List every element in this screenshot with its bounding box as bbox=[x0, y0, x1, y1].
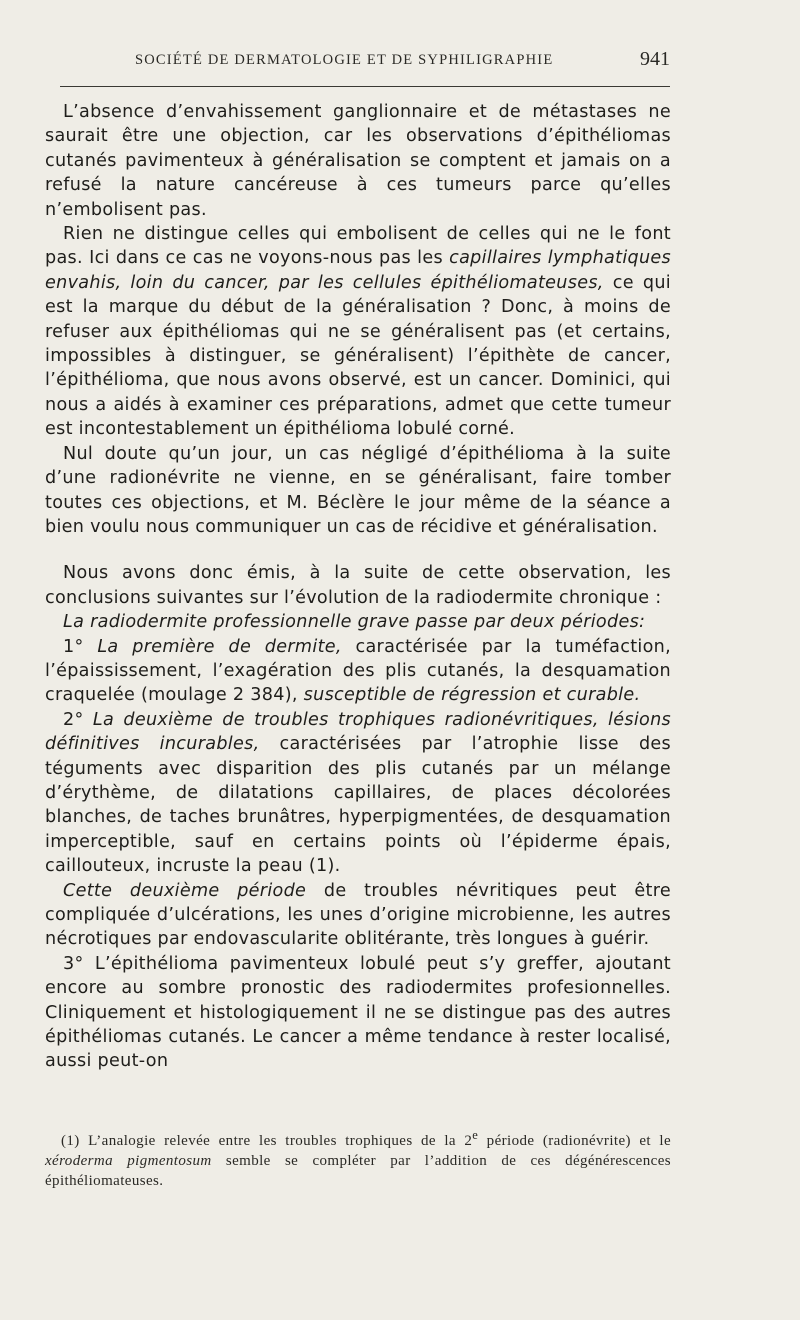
footnote-superscript: e bbox=[472, 1128, 479, 1142]
paragraph-8 bbox=[45, 879, 671, 952]
paragraph-7-italic: La deuxième de troubles trophiques radionévritiques, lésions définitives incurables, bbox=[45, 709, 672, 755]
paragraph-2-text-b: ce qui est la marque du début de la généralisation ? Donc, à moins de refuser aux épithéliomas qui ne se généralisent pas (et certains, impossibles à distinguer, se généralisent) l’épithète de cancer, l’épithélioma, que nous avons observé, est un cancer. Dominici, qui nous a aidés à examiner ces préparations, admet que cette tumeur est incontestablement un épithélioma lobulé corné. bbox=[45, 272, 671, 440]
footnote-text-a: (1) L’analogie relevée entre les troubles trophiques de la 2 bbox=[61, 1133, 473, 1149]
running-title: SOCIÉTÉ DE DERMATOLOGIE ET DE SYPHILIGRAPHIE bbox=[135, 52, 554, 68]
paragraph-1-text: L’absence d’envahissement ganglionnaire et de métastases ne saurait être une objection, car les observations d’épithéliomas cutanés pavimenteux à généralisation se comptent et jamais on a refusé la nature cancéreuse à ces tumeurs parce qu’elles n’embolisent pas. bbox=[45, 102, 671, 220]
paragraph-7-number: 2° bbox=[63, 709, 93, 730]
paragraph-6-text: caractérisée par la tuméfaction, l’épaississement, l’exagération des plis cutanés, la desquamation craquelée (moulage 2 384), bbox=[45, 636, 671, 706]
paragraph-9 bbox=[45, 952, 671, 1074]
footnote bbox=[45, 1126, 671, 1191]
paragraph-5 bbox=[45, 610, 671, 634]
paragraph-4 bbox=[45, 561, 671, 610]
footnote-text-c: semble se compléter par l’addition de ces dégénérescences épithéliomateuses. bbox=[45, 1152, 671, 1189]
paragraph-8-text: de troubles névritiques peut être compliquée d’ulcérations, les unes d’origine microbienne, les autres nécrotiques par endovascularite oblitérante, très longues à guérir. bbox=[45, 880, 671, 950]
footnote-1 bbox=[45, 1126, 671, 1191]
paragraph-6 bbox=[45, 635, 671, 708]
page-number: 941 bbox=[640, 48, 670, 70]
paragraph-2 bbox=[45, 222, 671, 442]
page-header bbox=[60, 50, 670, 76]
footnote-text-b: période (radionévrite) et le bbox=[478, 1133, 671, 1149]
paragraph-4-text: Nous avons donc émis, à la suite de cette observation, les conclusions suivantes sur l’évolution de la radiodermite chronique : bbox=[45, 563, 671, 608]
paragraph-3-text: Nul doute qu’un jour, un cas négligé d’épithélioma à la suite d’une radionévrite ne vienne, en se généralisant, faire tomber toutes ces objections, et M. Béclère le jour même de la séance a bien voulu nous communiquer un cas de récidive et généralisation. bbox=[45, 443, 671, 537]
paragraph-5-italic: La radiodermite professionnelle grave passe par deux périodes: bbox=[63, 612, 646, 633]
paragraph-3 bbox=[45, 442, 671, 540]
footnote-italic: xéroderma pigmentosum bbox=[45, 1152, 212, 1169]
paragraph-8-italic: Cette deuxième période bbox=[63, 880, 307, 901]
paragraph-2-italic: capillaires lymphatiques envahis, loin du cancer, par les cellules épithéliomateuses, bbox=[45, 248, 672, 293]
paragraph-1 bbox=[45, 100, 671, 222]
header-rule bbox=[60, 86, 670, 87]
paragraph-7-text: caractérisées par l’atrophie lisse des téguments avec disparition des plis cutanés par un mélange d’érythème, de dilatations capillaires, de places décolorées blanches, de taches brunâtres, hyperpigmentées, de desquamation imperceptible, sauf en certains points où l’épiderme épais, caillouteux, incruste la peau (1). bbox=[45, 734, 671, 877]
paragraph-7 bbox=[45, 708, 671, 879]
paragraph-2-text-a: Rien ne distingue celles qui embolisent de celles qui ne le font pas. Ici dans ce cas ne voyons-nous pas les bbox=[45, 224, 671, 269]
body-text bbox=[45, 100, 671, 1074]
paragraph-6-italic-2: susceptible de régression et curable. bbox=[303, 685, 641, 706]
paragraph-9-text: 3° L’épithélioma pavimenteux lobulé peut s’y greffer, ajoutant encore au sombre pronostic des radiodermites profesionnelles. Cliniquement et histologiquement il ne se distingue pas des autres épithéliomas cutanés. Le cancer a même tendance à rester localisé, aussi peut-on bbox=[45, 953, 671, 1072]
paragraph-6-number: 1° bbox=[63, 636, 98, 657]
paragraph-6-italic-1: La première de dermite, bbox=[97, 636, 342, 657]
